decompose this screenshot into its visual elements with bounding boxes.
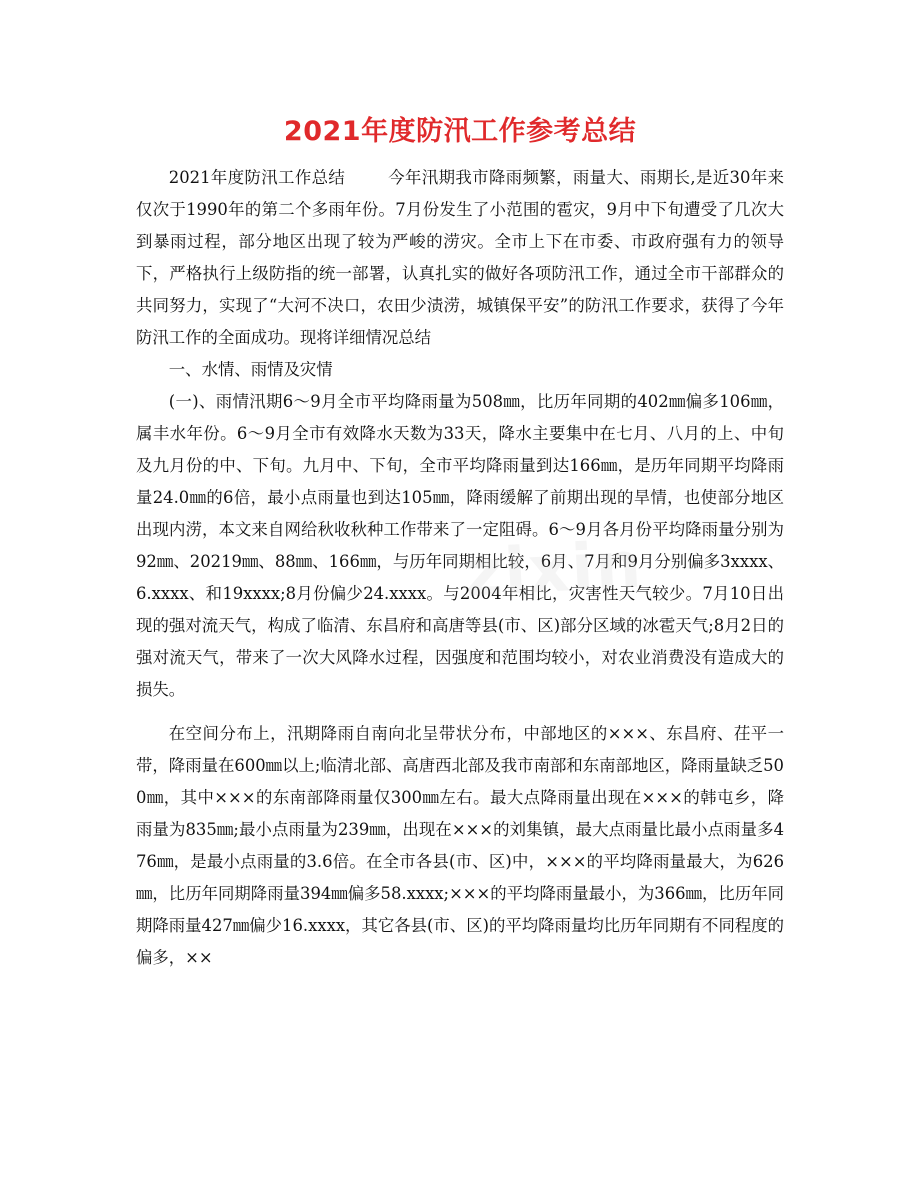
paragraph-intro-text: 今年汛期我市降雨频繁，雨量大、雨期长,是近30年来仅次于1990年的第二个多雨年份。7月份发生了小范围的雹灾，9月中下旬遭受了几次大到暴雨过程，部分地区出现了较为严峻的涝灾。全市上下在市委、市政府强有力的领导下，严格执行上级防指的统一部署，认真扎实的做好各项防汛工作，通过全市干部群众的共同努力，实现了“大河不决口，农田少渍涝，城镇保平安”的防汛工作要求，获得了今年防汛工作的全面成功。现将详细情况总结 — [136, 168, 784, 347]
paragraph-intro — [136, 162, 784, 354]
paragraph-spatial-distribution: 在空间分布上，汛期降雨自南向北呈带状分布，中部地区的×××、东昌府、茌平一带，降雨量在600㎜以上;临清北部、高唐西北部及我市南部和东南部地区，降雨量缺乏500㎜，其中×××的东南部降雨量仅300㎜左右。最大点降雨量出现在×××的韩屯乡，降雨量为835㎜;最小点雨量为239㎜，出现在×××的刘集镇，最大点雨量比最小点雨量多476㎜，是最小点雨量的3.6倍。在全市各县(市、区)中，×××的平均降雨量最大，为626㎜，比历年同期降雨量394㎜偏多58.xxxx;×××的平均降雨量最小，为366㎜，比历年同期降雨量427㎜偏少16.xxxx，其它各县(市、区)的平均降雨量均比历年同期有不同程度的偏多，×× — [136, 724, 785, 967]
paragraph-rainfall: (一)、雨情汛期6～9月全市平均降雨量为508㎜，比历年同期的402㎜偏多106㎜，属丰水年份。6～9月全市有效降水天数为33天，降水主要集中在七月、八月的上、中旬及九月份的中、下旬。九月中、下旬，全市平均降雨量到达166㎜，是历年同期平均降雨量24.0㎜的6倍，最小点雨量也到达105㎜，降雨缓解了前期出现的旱情，也使部分地区出现内涝，本文来自网给秋收秋种工作带来了一定阻碍。6～9月各月份平均降雨量分别为92㎜、20219㎜、88㎜、166㎜，与历年同期相比较，6月、7月和9月分别偏多3xxxx、6.xxxx、和19xxxx;8月份偏少24.xxxx。与2004年相比，灾害性天气较少。7月10日出现的强对流天气，构成了临清、东昌府和高唐等县(市、区)部分区域的冰雹天气;8月2日的强对流天气，带来了一次大风降水过程，因强度和范围均较小，对农业消费没有造成大的损失。 — [136, 392, 784, 699]
section-heading: 一、水情、雨情及灾情 — [168, 360, 333, 379]
document-title: 2021年度防汛工作参考总结 — [283, 116, 637, 147]
document-body — [136, 162, 784, 974]
paragraph-intro-lead: 2021年度防汛工作总结 — [168, 168, 346, 187]
watermark-logo: zixin — [463, 528, 645, 612]
